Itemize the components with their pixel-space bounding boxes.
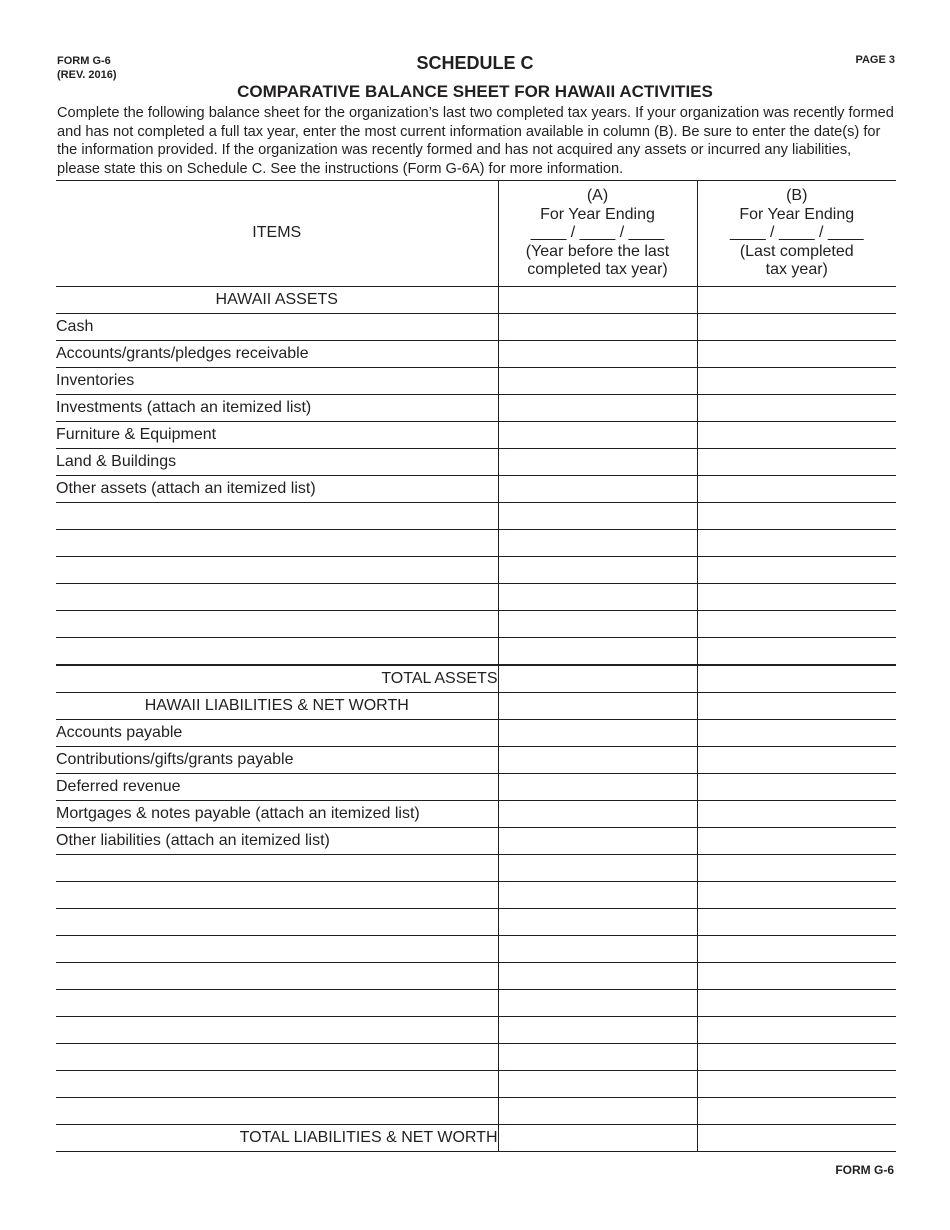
liability-row — [56, 909, 896, 936]
liability-row — [56, 747, 896, 774]
column-a-amount-cell[interactable] — [498, 422, 697, 449]
form-id: FORM G-6 — [57, 55, 111, 67]
liability-item-label: Deferred revenue — [56, 774, 498, 801]
column-b-amount-cell[interactable] — [697, 963, 896, 990]
liability-row — [56, 963, 896, 990]
column-a-amount-cell[interactable] — [498, 476, 697, 503]
asset-item-label: Accounts/grants/pledges receivable — [56, 341, 498, 368]
asset-item-label: Land & Buildings — [56, 449, 498, 476]
column-a-letter: (A) — [586, 187, 609, 205]
column-a-amount-cell[interactable] — [498, 557, 697, 584]
column-a-amount-cell[interactable] — [498, 828, 697, 855]
liability-item-label: Accounts payable — [56, 720, 498, 747]
column-a-line3: (Year before the last — [525, 242, 670, 260]
liability-item-label — [56, 855, 498, 882]
total-liabilities-label: TOTAL LIABILITIES & NET WORTH — [56, 1125, 498, 1152]
column-a-header — [498, 181, 697, 287]
asset-item-label: Inventories — [56, 368, 498, 395]
liability-row — [56, 828, 896, 855]
column-b-amount-cell[interactable] — [697, 1098, 896, 1125]
items-header-label: ITEMS — [252, 224, 302, 242]
total-assets-row — [56, 665, 896, 693]
items-column-header — [56, 181, 498, 287]
form-revision: (REV. 2016) — [57, 69, 117, 81]
column-b-amount-cell[interactable] — [697, 638, 896, 666]
asset-row — [56, 503, 896, 530]
column-b-amount-cell[interactable] — [697, 747, 896, 774]
column-a-amount-cell[interactable] — [498, 909, 697, 936]
total-assets-label: TOTAL ASSETS — [56, 665, 498, 693]
liability-row — [56, 1044, 896, 1071]
column-a-amount-cell[interactable] — [498, 287, 697, 314]
asset-item-label — [56, 611, 498, 638]
column-a-amount-cell[interactable] — [498, 1125, 697, 1152]
liability-row — [56, 720, 896, 747]
column-a-amount-cell[interactable] — [498, 990, 697, 1017]
liability-row — [56, 1017, 896, 1044]
column-b-amount-cell[interactable] — [697, 476, 896, 503]
column-b-amount-cell[interactable] — [697, 557, 896, 584]
asset-row — [56, 557, 896, 584]
column-b-line1: For Year Ending — [739, 205, 855, 223]
liability-item-label: Mortgages & notes payable (attach an itemized list) — [56, 801, 498, 828]
liability-item-label — [56, 1098, 498, 1125]
column-b-amount-cell[interactable] — [697, 395, 896, 422]
column-a-amount-cell[interactable] — [498, 665, 697, 693]
liability-row — [56, 990, 896, 1017]
total-liabilities-row — [56, 1125, 896, 1152]
liabilities-heading-row — [56, 693, 896, 720]
asset-row — [56, 341, 896, 368]
liability-row — [56, 855, 896, 882]
column-a-amount-cell[interactable] — [498, 368, 697, 395]
liability-row — [56, 882, 896, 909]
column-b-amount-cell[interactable] — [697, 665, 896, 693]
asset-row — [56, 449, 896, 476]
column-a-amount-cell[interactable] — [498, 1071, 697, 1098]
column-b-letter: (B) — [786, 187, 808, 205]
column-a-amount-cell[interactable] — [498, 855, 697, 882]
asset-row — [56, 584, 896, 611]
column-a-amount-cell[interactable] — [498, 936, 697, 963]
column-b-amount-cell[interactable] — [697, 855, 896, 882]
asset-item-label — [56, 584, 498, 611]
column-a-amount-cell[interactable] — [498, 395, 697, 422]
column-b-amount-cell[interactable] — [697, 422, 896, 449]
column-b-amount-cell[interactable] — [697, 503, 896, 530]
column-a-amount-cell[interactable] — [498, 341, 697, 368]
column-b-date-blank[interactable]: ____ / ____ / ____ — [730, 224, 864, 242]
liability-item-label — [56, 936, 498, 963]
liability-row — [56, 774, 896, 801]
column-a-amount-cell[interactable] — [498, 882, 697, 909]
liabilities-heading: HAWAII LIABILITIES & NET WORTH — [56, 693, 498, 720]
column-a-amount-cell[interactable] — [498, 314, 697, 341]
liability-item-label — [56, 963, 498, 990]
column-b-line3: (Last completed — [739, 242, 854, 260]
assets-heading-row — [56, 287, 896, 314]
column-a-amount-cell[interactable] — [498, 638, 697, 666]
column-b-amount-cell[interactable] — [697, 1044, 896, 1071]
column-a-amount-cell[interactable] — [498, 720, 697, 747]
asset-row — [56, 530, 896, 557]
column-a-amount-cell[interactable] — [498, 801, 697, 828]
assets-heading: HAWAII ASSETS — [56, 287, 498, 314]
table-header-row — [56, 181, 896, 287]
column-a-amount-cell[interactable] — [498, 693, 697, 720]
asset-item-label: Investments (attach an itemized list) — [56, 395, 498, 422]
column-b-amount-cell[interactable] — [697, 287, 896, 314]
column-b-amount-cell[interactable] — [697, 774, 896, 801]
column-a-amount-cell[interactable] — [498, 584, 697, 611]
liability-item-label: Contributions/gifts/grants payable — [56, 747, 498, 774]
column-b-amount-cell[interactable] — [697, 693, 896, 720]
column-b-amount-cell[interactable] — [697, 449, 896, 476]
column-a-line1: For Year Ending — [540, 205, 655, 223]
page-subtitle: COMPARATIVE BALANCE SHEET FOR HAWAII ACTIVITIES — [237, 82, 713, 101]
asset-row — [56, 395, 896, 422]
column-b-amount-cell[interactable] — [697, 1125, 896, 1152]
liability-item-label — [56, 909, 498, 936]
column-a-date-blank[interactable]: ____ / ____ / ____ — [530, 224, 665, 242]
asset-row — [56, 422, 896, 449]
liability-row — [56, 936, 896, 963]
column-a-amount-cell[interactable] — [498, 1098, 697, 1125]
column-b-amount-cell[interactable] — [697, 990, 896, 1017]
liability-row — [56, 1071, 896, 1098]
asset-item-label — [56, 638, 498, 666]
asset-item-label: Other assets (attach an itemized list) — [56, 476, 498, 503]
asset-item-label: Cash — [56, 314, 498, 341]
column-a-amount-cell[interactable] — [498, 449, 697, 476]
column-b-amount-cell[interactable] — [697, 314, 896, 341]
column-a-amount-cell[interactable] — [498, 747, 697, 774]
liability-row — [56, 1098, 896, 1125]
column-b-amount-cell[interactable] — [697, 801, 896, 828]
column-b-amount-cell[interactable] — [697, 611, 896, 638]
liability-item-label — [56, 1017, 498, 1044]
liability-item-label — [56, 990, 498, 1017]
column-b-amount-cell[interactable] — [697, 882, 896, 909]
liability-row — [56, 801, 896, 828]
table-body — [56, 287, 896, 1152]
asset-item-label — [56, 557, 498, 584]
column-b-amount-cell[interactable] — [697, 828, 896, 855]
footer-form-id: FORM G-6 — [835, 1163, 894, 1177]
column-a-amount-cell[interactable] — [498, 774, 697, 801]
column-a-line4: completed tax year) — [527, 261, 668, 279]
liability-item-label — [56, 882, 498, 909]
column-a-amount-cell[interactable] — [498, 1044, 697, 1071]
instructions-text: Complete the following balance sheet for the organization’s last two completed tax years. If your organization was recently formed and has not completed a full tax year, enter the most current information available in column (B). Be sure to enter the date(s) for the information provided. If the organization was recently formed and has not acquired any assets or incurred any liabilities, please state this on Schedule C. See the instructions (Form G-6A) for more information. — [57, 105, 894, 177]
schedule-title: SCHEDULE C — [416, 53, 534, 73]
asset-item-label — [56, 530, 498, 557]
column-b-amount-cell[interactable] — [697, 341, 896, 368]
column-a-amount-cell[interactable] — [498, 530, 697, 557]
column-a-amount-cell[interactable] — [498, 503, 697, 530]
asset-row — [56, 368, 896, 395]
column-b-amount-cell[interactable] — [697, 909, 896, 936]
column-b-amount-cell[interactable] — [697, 1017, 896, 1044]
column-b-header — [697, 181, 896, 287]
column-b-amount-cell[interactable] — [697, 368, 896, 395]
balance-sheet-table — [56, 180, 896, 1152]
liability-item-label — [56, 1071, 498, 1098]
liability-item-label — [56, 1044, 498, 1071]
asset-row — [56, 611, 896, 638]
asset-item-label — [56, 503, 498, 530]
asset-row — [56, 476, 896, 503]
column-b-line4: tax year) — [765, 261, 828, 279]
column-b-amount-cell[interactable] — [697, 584, 896, 611]
column-a-amount-cell[interactable] — [498, 963, 697, 990]
page-number: PAGE 3 — [855, 54, 895, 66]
asset-row — [56, 638, 896, 666]
column-a-amount-cell[interactable] — [498, 611, 697, 638]
column-a-amount-cell[interactable] — [498, 1017, 697, 1044]
asset-row — [56, 314, 896, 341]
column-b-amount-cell[interactable] — [697, 1071, 896, 1098]
column-b-amount-cell[interactable] — [697, 530, 896, 557]
liability-item-label: Other liabilities (attach an itemized list) — [56, 828, 498, 855]
column-b-amount-cell[interactable] — [697, 936, 896, 963]
asset-item-label: Furniture & Equipment — [56, 422, 498, 449]
column-b-amount-cell[interactable] — [697, 720, 896, 747]
